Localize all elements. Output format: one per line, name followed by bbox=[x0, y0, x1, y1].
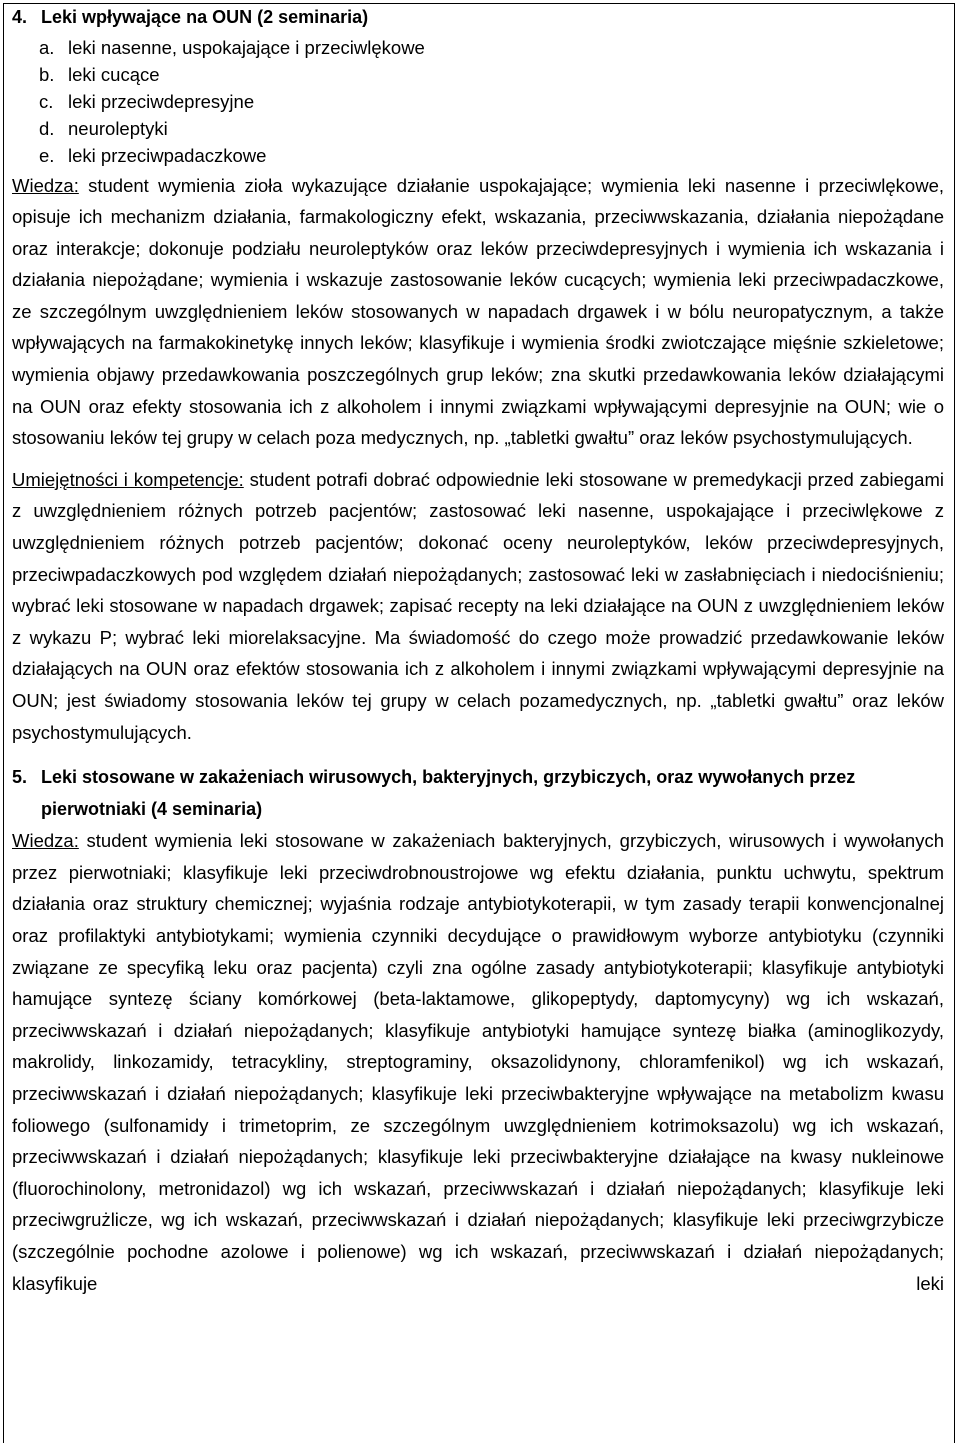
list-item bbox=[12, 34, 944, 61]
list-item-letter: d. bbox=[39, 118, 55, 140]
paragraph-spacer bbox=[12, 454, 944, 464]
skills-text: student potrafi dobrać odpowiednie leki stosowane w premedykacji przed zabiegami z uwzględnieniem różnych potrzeb pacjentów; zastosować leki nasenne, uspokajające i przeciwlękowe z uwzględnieniem różnych potrzeb pacjentów; dokonać oceny neuroleptyków, leków przeciwdepresyjnych, przeciwpadaczkowych pod względem działań niepożądanych; zastosować leki w zasłabnięciach i niedociśnieniu; wybrać leki stosowane w napadach drgawek; zapisać recepty na leki działające na OUN z uwzględnieniem leków z wykazu P; wybrać leki miorelaksacyjne. Ma świadomość do czego może prowadzić przedawkowanie leków działających na OUN oraz efektów stosowania ich z alkoholem i innymi związkami wpływającymi depresyjnie na OUN; jest świadomy stosowania leków tej grupy w celach pozamedycznych, np. „tabletki gwałtu” oraz leków psychostymulujących. bbox=[12, 468, 944, 743]
section-4-heading bbox=[12, 2, 944, 34]
list-item-letter: c. bbox=[39, 90, 54, 112]
list-item-text: leki przeciwpadaczkowe bbox=[68, 145, 267, 167]
section-spacer bbox=[12, 748, 944, 762]
document-page bbox=[12, 2, 944, 1299]
list-item bbox=[12, 142, 944, 169]
section-4-number: 4. bbox=[12, 7, 28, 27]
knowledge-label: Wiedza: bbox=[12, 174, 79, 196]
section-4-knowledge-paragraph bbox=[12, 170, 944, 454]
skills-label: Umiejętności i kompetencje: bbox=[12, 468, 244, 490]
list-item bbox=[12, 61, 944, 88]
list-item-letter: b. bbox=[39, 63, 55, 85]
knowledge-label: Wiedza: bbox=[12, 830, 79, 852]
list-item-text: neuroleptyki bbox=[68, 118, 168, 140]
list-item-text: leki cucące bbox=[68, 63, 160, 85]
section-5-number: 5. bbox=[12, 767, 28, 788]
list-item-letter: a. bbox=[39, 36, 55, 58]
section-5-heading bbox=[12, 762, 944, 825]
list-item-text: leki przeciwdepresyjne bbox=[68, 90, 255, 112]
list-item-letter: e. bbox=[39, 145, 55, 167]
list-item bbox=[12, 115, 944, 142]
section-5-title: Leki stosowane w zakażeniach wirusowych, bakteryjnych, grzybiczych, oraz wywołanych przez pierwotniaki (4 seminaria) bbox=[41, 767, 856, 819]
list-item bbox=[12, 88, 944, 115]
section-4-skills-paragraph bbox=[12, 464, 944, 748]
section-5-knowledge-paragraph bbox=[12, 825, 944, 1299]
knowledge-text: student wymienia zioła wykazujące działanie uspokajające; wymienia leki nasenne i przeciwlękowe, opisuje ich mechanizm działania, farmakologiczny efekt, wskazania, przeciwwskazania, działania niepożądane oraz interakcje; dokonuje podziału neuroleptyków oraz leków przeciwdepresyjnych i wymienia ich wskazania i działania niepożądane; wymienia i wskazuje zastosowanie leków cucących; wymienia leki przeciwpadaczkowe, ze szczególnym uwzględnieniem leków stosowanych w napadach drgawek i w bólu neuropatycznym, a także wpływających na farmakokinetykę innych leków; klasyfikuje i wymienia środki zwiotczające mięśnie szkieletowe; wymienia objawy przedawkowania poszczególnych grup leków; zna skutki przedawkowania leków działającymi na OUN oraz efekty stosowania ich z alkoholem i innymi związkami wpływającymi depresyjnie na OUN; wie o stosowaniu leków tej grupy w celach poza medycznych, np. „tabletki gwałtu” oraz leków psychostymulujących. bbox=[12, 174, 944, 449]
list-item-text: leki nasenne, uspokajające i przeciwlękowe bbox=[68, 36, 425, 58]
section-4-topic-list bbox=[12, 34, 944, 170]
section-4-title: Leki wpływające na OUN (2 seminaria) bbox=[41, 7, 369, 27]
knowledge-text: student wymienia leki stosowane w zakażeniach bakteryjnych, grzybiczych, wirusowych i wywołanych przez pierwotniaki; klasyfikuje leki przeciwdrobnoustrojowe wg efektu działania, punktu uchwytu, spektrum działania oraz struktury chemicznej; wyjaśnia rodzaje antybiotykoterapii, w tym zasady terapii konwencjonalnej oraz profilaktyki antybiotykami; wymienia czynniki decydujące o prawidłowym wyborze antybiotyku (czynniki związane ze specyfiką leku oraz pacjenta) czyli zna ogólne zasady antybiotykoterapii; klasyfikuje antybiotyki hamujące syntezę ściany komórkowej (beta-laktamowe, glikopeptydy, daptomycyny) wg ich wskazań, przeciwwskazań i działań niepożądanych; klasyfikuje antybiotyki hamujące syntezę białka (aminoglikozydy, makrolidy, linkozamidy, tetracykliny, streptograminy, oksazolidynony, chloramfenikol) wg ich wskazań, przeciwwskazań i działań niepożądanych; klasyfikuje leki przeciwbakteryjne wpływające na metabolizm kwasu foliowego (sulfonamidy i trimetoprim, ze szczególnym uwzględnieniem kotrimoksazolu) wg ich wskazań, przeciwwskazań i działań niepożądanych; klasyfikuje leki przeciwbakteryjne działające na kwasy nukleinowe (fluorochinolony, metronidazol) wg ich wskazań, przeciwwskazań i działań niepożądanych; klasyfikuje leki przeciwgrużlicze, wg ich wskazań, przeciwwskazań i działań niepożądanych; klasyfikuje leki przeciwgrzybicze (szczególnie pochodne azolowe i polienowe) wg ich wskazań, przeciwwskazań i działań niepożądanych; klasyfikuje leki bbox=[12, 830, 944, 1294]
